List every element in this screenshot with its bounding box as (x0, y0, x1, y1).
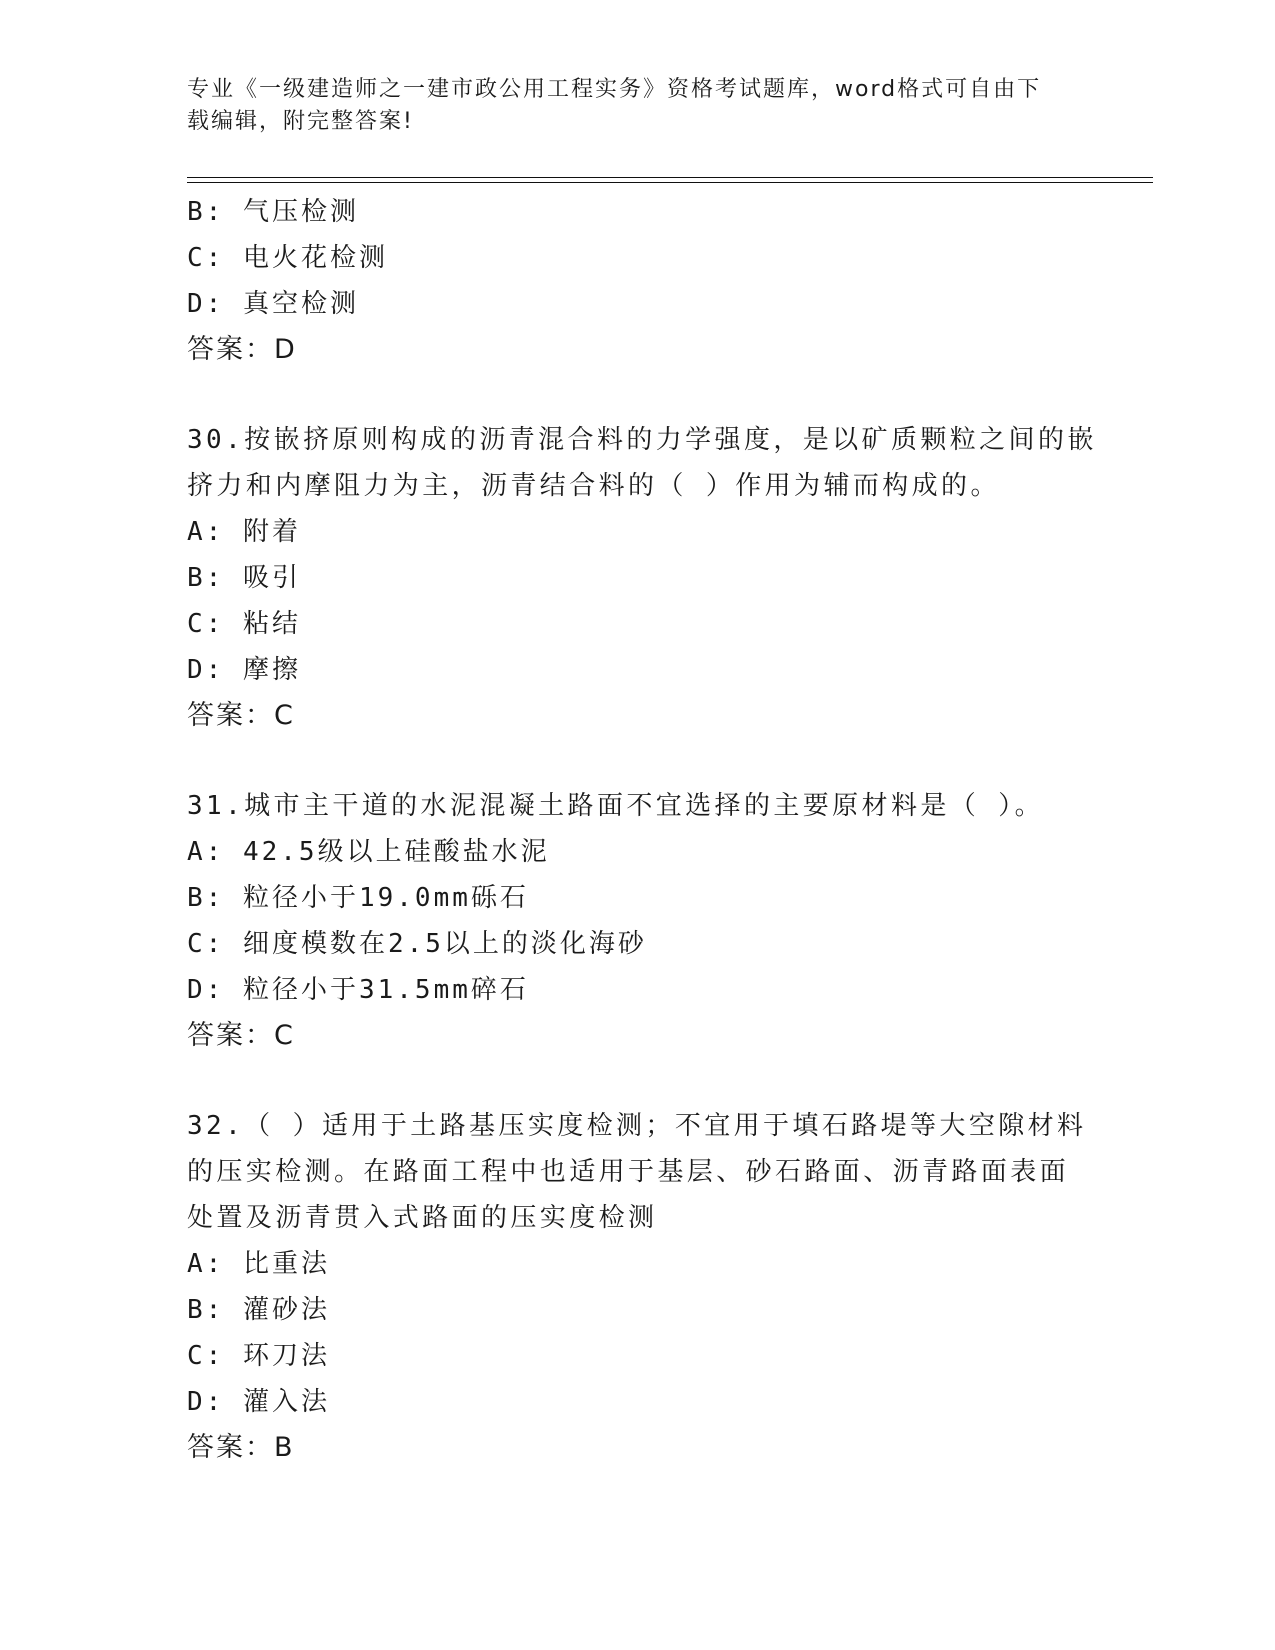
answer-line: 答案：C (187, 1020, 295, 1051)
question-31 (187, 783, 1087, 1059)
answer-line: 答案：C (187, 700, 295, 731)
question-list (187, 189, 1097, 1471)
option-c: C: 电火花检测 (187, 243, 388, 273)
question-29 (187, 189, 1087, 373)
stem-line: 的压实检测。在路面工程中也适用于基层、砂石路面、沥青路面表面 (187, 1157, 1070, 1187)
option-d: D: 摩擦 (187, 655, 301, 685)
page-header (187, 74, 1067, 138)
option-d: D: 真空检测 (187, 289, 359, 319)
option-b: B: 气压检测 (187, 197, 359, 227)
option-d: D: 灌入法 (187, 1387, 330, 1417)
question-32 (187, 1103, 1087, 1471)
header-line-1: 专业《一级建造师之一建市政公用工程实务》资格考试题库，word格式可自由下 (187, 77, 1042, 102)
option-c: C: 细度模数在2.5以上的淡化海砂 (187, 929, 647, 959)
option-c: C: 环刀法 (187, 1341, 330, 1371)
answer-line: 答案：B (187, 1432, 295, 1463)
header-line-2: 载编辑，附完整答案! (187, 109, 414, 134)
option-b: B: 粒径小于19.0mm砾石 (187, 883, 529, 913)
question-gap (187, 373, 1087, 417)
question-30 (187, 417, 1097, 739)
question-stem (187, 417, 1097, 509)
option-c: C: 粘结 (187, 609, 301, 639)
option-d: D: 粒径小于31.5mm碎石 (187, 975, 529, 1005)
option-b: B: 吸引 (187, 563, 301, 593)
stem-line: 32.（ ）适用于土路基压实度检测；不宜用于填石路堤等大空隙材料 (187, 1111, 1087, 1141)
question-gap (187, 1059, 1087, 1103)
question-gap (187, 739, 1087, 783)
header-divider-bottom (187, 182, 1153, 183)
stem-line: 31.城市主干道的水泥混凝土路面不宜选择的主要原材料是（ ）。 (187, 791, 1045, 821)
stem-line: 30.按嵌挤原则构成的沥青混合料的力学强度，是以矿质颗粒之间的嵌 (187, 425, 1097, 455)
question-stem (187, 1103, 1087, 1241)
answer-line: 答案：D (187, 334, 297, 365)
question-stem (187, 783, 1087, 829)
option-a: A: 比重法 (187, 1249, 330, 1279)
stem-line: 挤力和内摩阻力为主，沥青结合料的（ ）作用为辅而构成的。 (187, 471, 1000, 501)
option-b: B: 灌砂法 (187, 1295, 330, 1325)
header-divider-top (187, 177, 1153, 178)
stem-line: 处置及沥青贯入式路面的压实度检测 (187, 1203, 658, 1233)
option-a: A: 42.5级以上硅酸盐水泥 (187, 837, 550, 867)
option-a: A: 附着 (187, 517, 301, 547)
